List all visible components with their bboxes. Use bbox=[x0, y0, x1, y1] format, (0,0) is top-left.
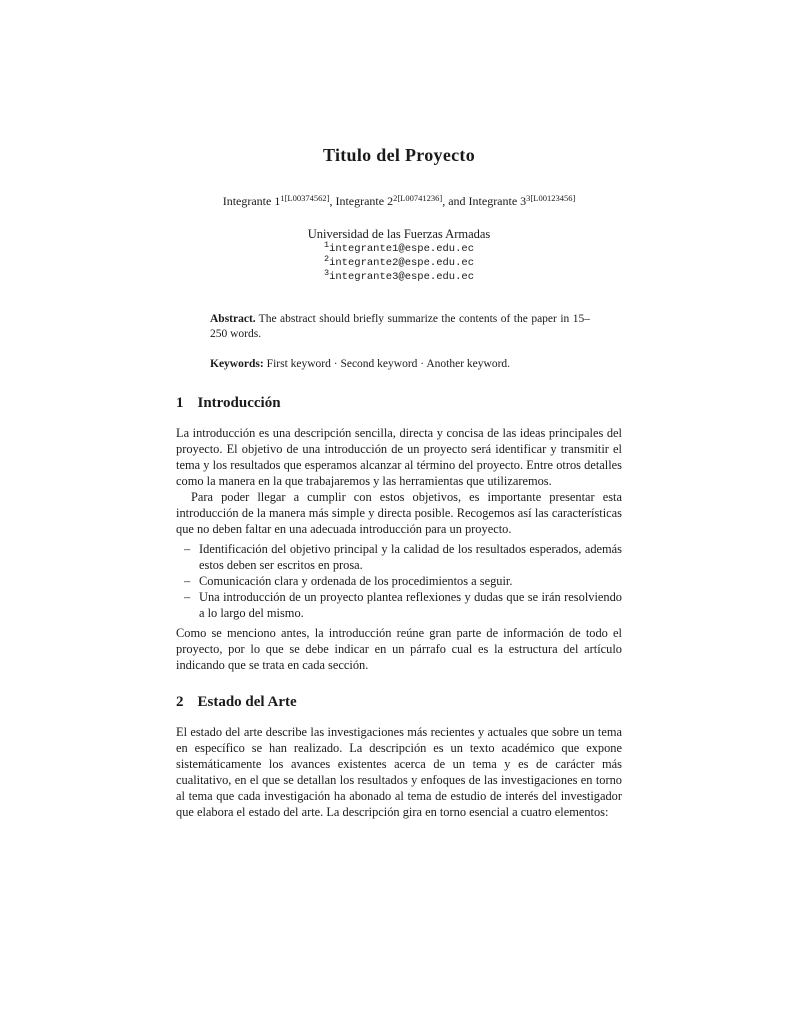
section-1-paragraph-2: Para poder llegar a cumplir con estos objetivos, es importante presentar esta introducción de la manera más simple y directa posible. Recogemos así las características que no deben faltar en una adecuada introducción para un proyecto. bbox=[176, 490, 622, 536]
list-item-2 bbox=[176, 573, 622, 589]
introduction-bullet-list bbox=[176, 541, 622, 621]
email-2-address: integrante2@espe.edu.ec bbox=[329, 257, 475, 269]
email-block bbox=[176, 242, 622, 284]
paper-title: Titulo del Proyecto bbox=[322, 145, 476, 165]
keywords-text: First keyword · Second keyword · Another keyword. bbox=[266, 358, 511, 370]
section-1-paragraph-3: Como se menciono antes, la introducción reúne gran parte de información de todo el proyecto, por lo que se debe indicar en un párrafo cual es la estructura del artículo indicando que se trata en cada sección. bbox=[176, 626, 622, 672]
keywords bbox=[210, 357, 590, 372]
email-2 bbox=[176, 256, 622, 270]
section-1-paragraph-1: La introducción es una descripción sencilla, directa y concisa de las ideas principales del proyecto. El objetivo de una introducción de un proyecto será identificar y transmitir el tema y los resultados que esperamos alcanzar al término del proyecto. Entre otros detalles como la manera en la que trabajaremos y las herramientas que utilizaremos. bbox=[176, 426, 622, 488]
author-1-separator: , bbox=[329, 194, 336, 208]
author-3-name: Integrante 3 bbox=[468, 194, 527, 208]
email-3-address: integrante3@espe.edu.ec bbox=[329, 271, 475, 283]
list-item-1-text: Identificación del objetivo principal y la calidad de los resultados esperados, además estos deben ser escritos en prosa. bbox=[199, 542, 622, 572]
author-3-superscript: 3[L00123456] bbox=[526, 193, 576, 203]
list-item-3-marker: – bbox=[184, 590, 191, 604]
text-column bbox=[176, 0, 622, 820]
author-2-superscript: 2[L00741236] bbox=[393, 193, 443, 203]
section-1-heading bbox=[176, 394, 622, 413]
email-1-superscript: 1 bbox=[323, 240, 330, 250]
author-line bbox=[176, 194, 622, 209]
list-item-1-marker: – bbox=[184, 542, 191, 556]
section-2-heading bbox=[176, 693, 622, 712]
section-2-number: 2 bbox=[176, 694, 184, 710]
section-2-title: Estado del Arte bbox=[197, 694, 297, 710]
list-item-2-text: Comunicación clara y ordenada de los procedimientos a seguir. bbox=[199, 574, 513, 588]
list-item-1 bbox=[176, 541, 622, 573]
abstract bbox=[210, 312, 590, 342]
abstract-text: The abstract should briefly summarize the contents of the paper in 15–250 words. bbox=[210, 313, 590, 340]
list-item-3-text: Una introducción de un proyecto plantea reflexiones y dudas que se irán resolviendo a lo largo del mismo. bbox=[199, 590, 622, 620]
section-1-number: 1 bbox=[176, 395, 184, 411]
author-2-name: Integrante 2 bbox=[335, 194, 394, 208]
list-item-2-marker: – bbox=[184, 574, 191, 588]
author-1-superscript: 1[L00374562] bbox=[280, 193, 330, 203]
section-2-paragraph-1: El estado del arte describe las investigaciones más recientes y actuales que sobre un tema en específico se han realizado. La descripción es un texto académico que expone sistemáticamente los avances existentes acerca de un tema y es de carácter más cualitativo, en el que se detallan los resultados y enfoques de las investigaciones en torno al tema que cada investigación ha abonado al tema de estudio de interés del investigador que elabora el estado del arte. La descripción gira en torno esencial a cuatro elementos: bbox=[176, 725, 622, 819]
affiliation: Universidad de las Fuerzas Armadas bbox=[307, 227, 491, 241]
list-item-3 bbox=[176, 589, 622, 621]
keywords-label: Keywords: bbox=[210, 358, 264, 370]
author-2-separator: , and bbox=[442, 194, 469, 208]
author-1-name: Integrante 1 bbox=[222, 194, 281, 208]
email-1 bbox=[176, 242, 622, 256]
abstract-label: Abstract. bbox=[210, 313, 256, 325]
email-3 bbox=[176, 270, 622, 284]
email-1-address: integrante1@espe.edu.ec bbox=[329, 243, 475, 255]
section-1-title: Introducción bbox=[197, 395, 281, 411]
email-3-superscript: 3 bbox=[323, 268, 330, 278]
email-2-superscript: 2 bbox=[323, 254, 330, 264]
